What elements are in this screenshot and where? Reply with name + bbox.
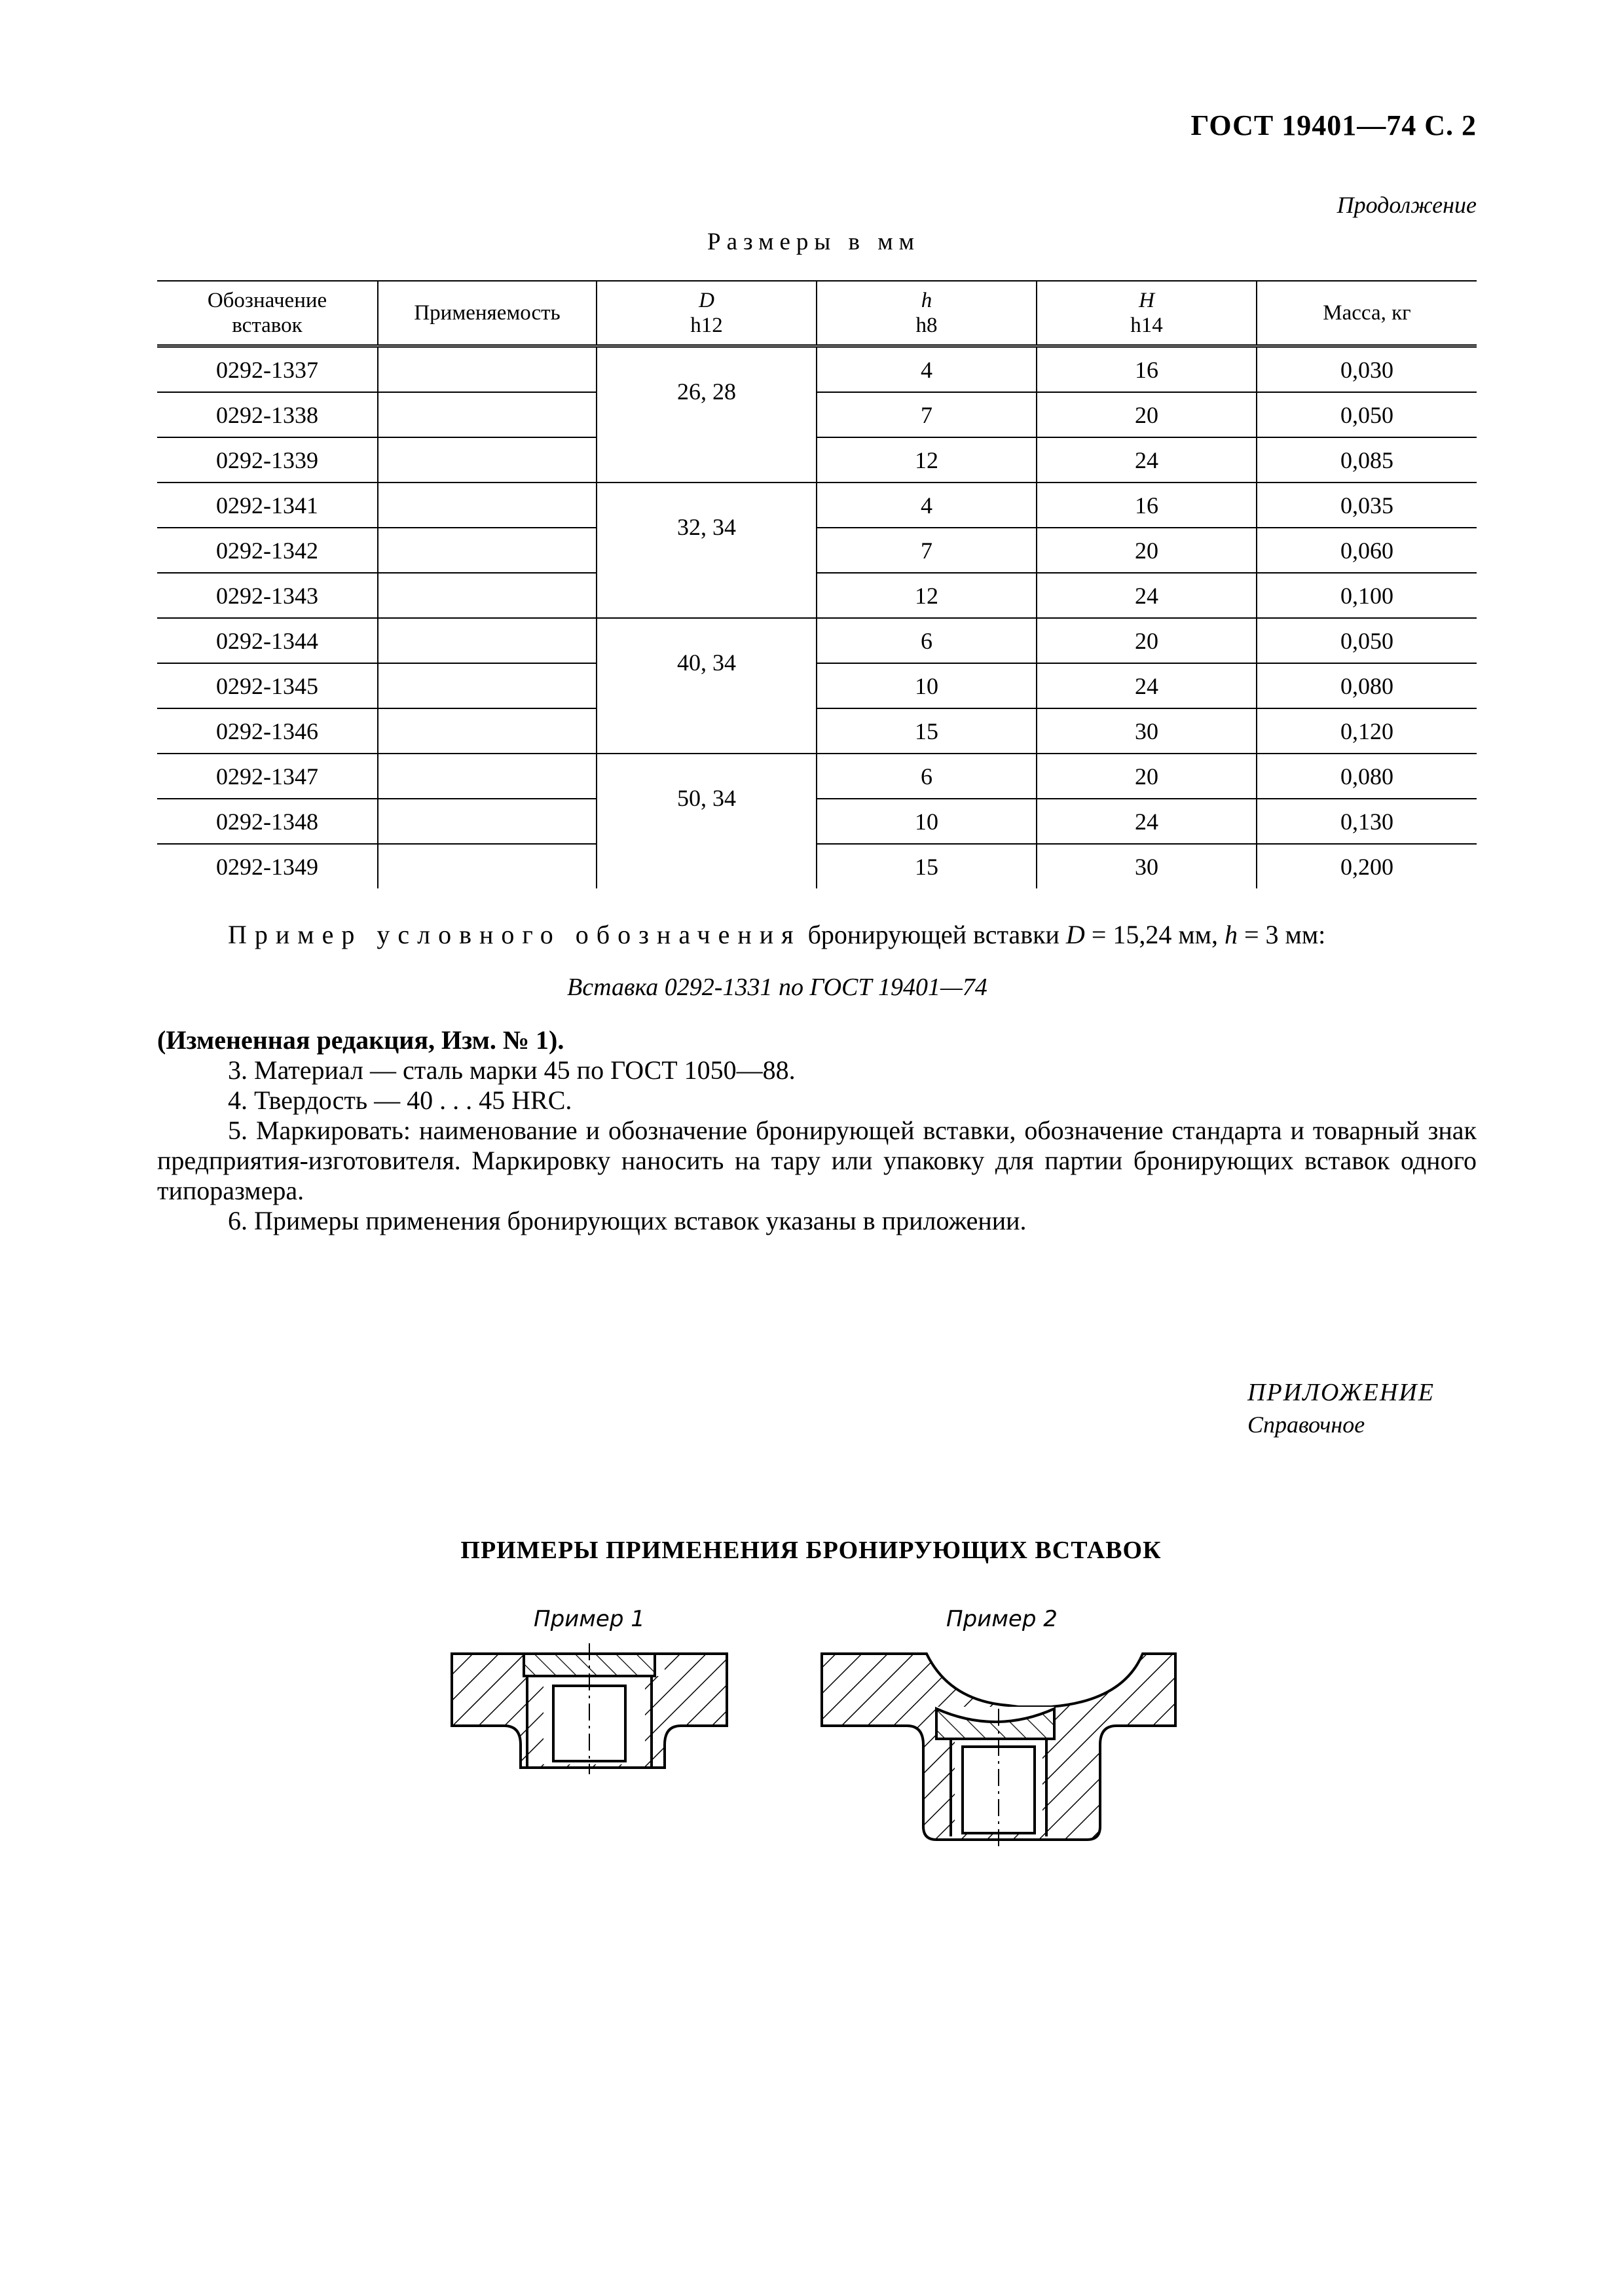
header-designation: Обозначение вставок: [157, 281, 378, 346]
H-cell: 20: [1037, 618, 1257, 663]
mass-cell: 0,080: [1257, 754, 1477, 799]
mass-cell: 0,060: [1257, 528, 1477, 573]
designation-cell: 0292-1343: [157, 573, 378, 618]
H-cell: 24: [1037, 799, 1257, 844]
mass-cell: 0,120: [1257, 708, 1477, 754]
designation-cell: 0292-1344: [157, 618, 378, 663]
table-row: [157, 573, 1477, 618]
H-cell: 30: [1037, 708, 1257, 754]
paragraph-4: 4. Твердость — 40 . . . 45 HRC.: [228, 1085, 572, 1115]
h-cell: 7: [817, 392, 1037, 437]
D-cell: 26, 28: [597, 346, 817, 483]
header-h: h h8: [817, 281, 1037, 346]
h-cell: 6: [817, 618, 1037, 663]
example-spaced-label: Пример условного обозначения: [228, 920, 802, 949]
H-cell: 24: [1037, 573, 1257, 618]
designation-cell: 0292-1341: [157, 483, 378, 528]
examples-title: ПРИМЕРЫ ПРИМЕНЕНИЯ БРОНИРУЮЩИХ ВСТАВОК: [460, 1537, 1162, 1564]
table-row: [157, 346, 1477, 393]
table-row: [157, 618, 1477, 663]
mass-cell: 0,100: [1257, 573, 1477, 618]
designation-cell: 0292-1346: [157, 708, 378, 754]
mass-cell: 0,030: [1257, 346, 1477, 393]
applicability-cell: [378, 437, 597, 483]
H-cell: 20: [1037, 754, 1257, 799]
designation-cell: 0292-1347: [157, 754, 378, 799]
applicability-cell: [378, 708, 597, 754]
mass-cell: 0,080: [1257, 663, 1477, 708]
applicability-cell: [378, 754, 597, 799]
designation-cell: 0292-1338: [157, 392, 378, 437]
H-cell: 16: [1037, 346, 1257, 393]
H-cell: 16: [1037, 483, 1257, 528]
H-cell: 24: [1037, 437, 1257, 483]
header-D: D h12: [597, 281, 817, 346]
designation-cell: 0292-1342: [157, 528, 378, 573]
appendix-title: ПРИЛОЖЕНИЕ: [1247, 1379, 1435, 1406]
mass-cell: 0,035: [1257, 483, 1477, 528]
continuation-label: Продолжение: [1336, 192, 1477, 218]
example-1-drawing: [452, 1643, 727, 1774]
table-row: [157, 528, 1477, 573]
mass-cell: 0,130: [1257, 799, 1477, 844]
D-cell: 40, 34: [597, 618, 817, 754]
H-cell: 24: [1037, 663, 1257, 708]
h-cell: 10: [817, 799, 1037, 844]
applicability-cell: [378, 392, 597, 437]
table-row: [157, 799, 1477, 844]
h-cell: 4: [817, 346, 1037, 393]
applicability-cell: [378, 483, 597, 528]
applicability-cell: [378, 618, 597, 663]
example-1-label: Пример 1: [534, 1606, 645, 1632]
D-cell: 32, 34: [597, 483, 817, 618]
paragraph-3: 3. Материал — сталь марки 45 по ГОСТ 1050—88.: [228, 1055, 796, 1085]
h-cell: 12: [817, 437, 1037, 483]
header-applicability: Применяемость: [378, 281, 597, 346]
table-row: [157, 437, 1477, 483]
h-cell: 7: [817, 528, 1037, 573]
paragraph-5: 5. Маркировать: наименование и обозначение бронирующей вставки, обозначение стандарта и товарный знак предприятия-изготовителя. Маркировку наносить на тару или упаковку для партии бронирующих вставок одного типоразмера.: [157, 1116, 1477, 1205]
table-row: [157, 392, 1477, 437]
example-2-label: Пример 2: [946, 1606, 1058, 1632]
h-cell: 4: [817, 483, 1037, 528]
designation-example: Вставка 0292-1331 по ГОСТ 19401—74: [567, 974, 987, 1001]
table-header-row: [157, 281, 1477, 346]
body-text: [157, 1025, 1477, 1236]
example-2-drawing: [822, 1654, 1175, 1846]
page-header: ГОСТ 19401—74 С. 2: [1190, 109, 1477, 141]
designation-cell: 0292-1345: [157, 663, 378, 708]
edition-note: (Измененная редакция, Изм. № 1).: [157, 1025, 564, 1055]
mass-cell: 0,200: [1257, 844, 1477, 888]
mass-cell: 0,085: [1257, 437, 1477, 483]
table-row: [157, 844, 1477, 888]
paragraph-6: 6. Примеры применения бронирующих вставок указаны в приложении.: [228, 1206, 1027, 1235]
table-row: [157, 708, 1477, 754]
dimensions-caption: Размеры в мм: [707, 228, 921, 255]
h-cell: 6: [817, 754, 1037, 799]
designation-cell: 0292-1339: [157, 437, 378, 483]
designation-example-line: Пример условного обозначения бронирующей вставки D = 15,24 мм, h = 3 мм:: [228, 920, 1326, 949]
header-mass: Масса, кг: [1257, 281, 1477, 346]
D-cell: 50, 34: [597, 754, 817, 888]
designation-cell: 0292-1337: [216, 356, 318, 383]
applicability-cell: [378, 573, 597, 618]
H-cell: 30: [1037, 844, 1257, 888]
application-drawings: [0, 1571, 1622, 1866]
mass-cell: 0,050: [1257, 392, 1477, 437]
applicability-cell: [378, 346, 597, 393]
h-cell: 15: [817, 708, 1037, 754]
dimensions-table: [157, 280, 1477, 888]
table-row: [157, 663, 1477, 708]
H-cell: 20: [1037, 392, 1257, 437]
appendix-subtitle: Справочное: [1247, 1412, 1365, 1438]
designation-cell: 0292-1349: [157, 844, 378, 888]
mass-cell: 0,050: [1257, 618, 1477, 663]
applicability-cell: [378, 799, 597, 844]
table-row: [157, 754, 1477, 799]
designation-cell: 0292-1348: [157, 799, 378, 844]
h-cell: 10: [817, 663, 1037, 708]
H-cell: 20: [1037, 528, 1257, 573]
h-cell: 15: [817, 844, 1037, 888]
applicability-cell: [378, 528, 597, 573]
table-row: [157, 483, 1477, 528]
applicability-cell: [378, 663, 597, 708]
h-cell: 12: [817, 573, 1037, 618]
header-H: H h14: [1037, 281, 1257, 346]
applicability-cell: [378, 844, 597, 888]
